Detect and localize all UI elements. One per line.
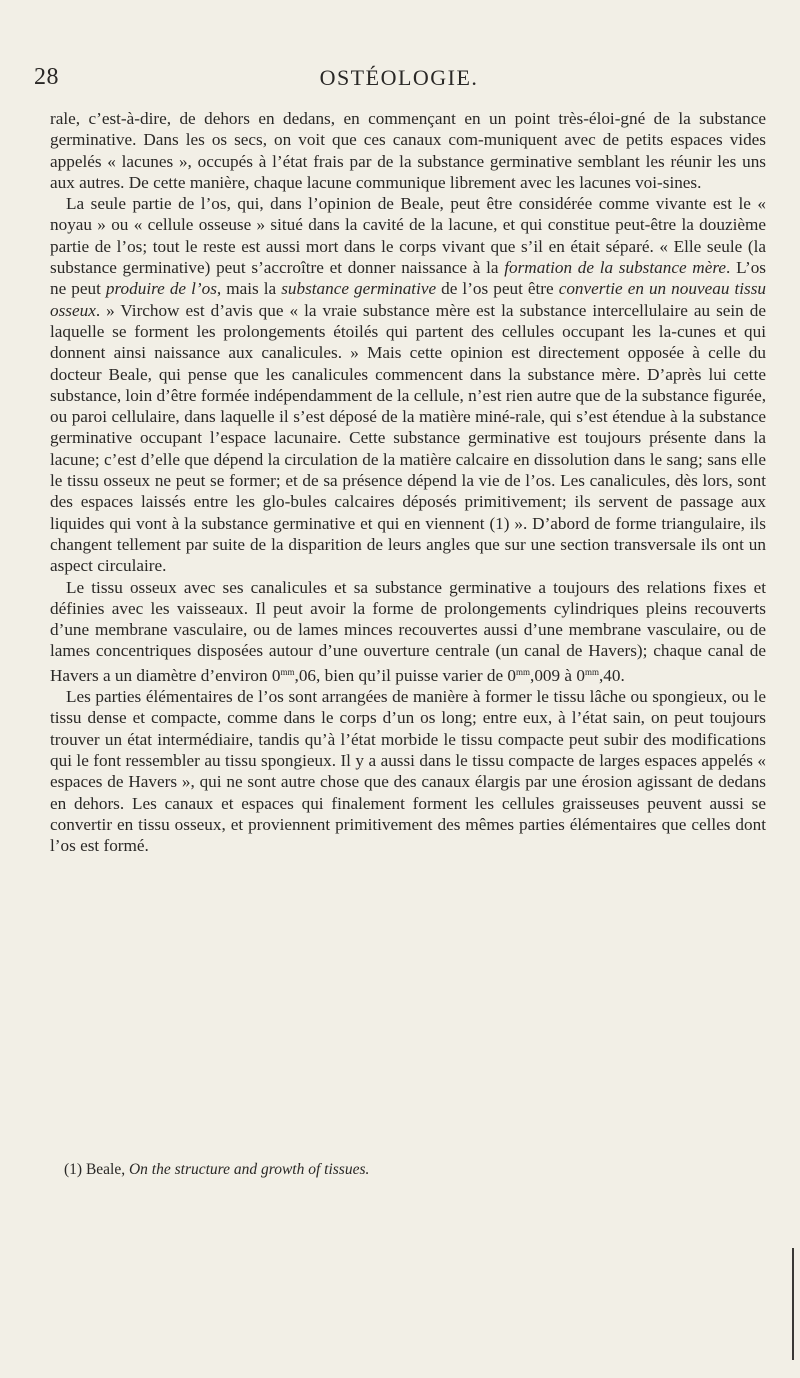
paragraph: [50, 577, 766, 686]
text-run: La seule partie de l’os, qui, dans l’opinion de Beale, peut être considérée comme vivante est le « noyau » ou « cellule osseuse » situé dans la cavité de la lacune, et qui constitue peut-être la douzième partie de l’os; tout le reste est aussi mort dans le corps vivant que s’il en était séparé. « Elle seule (la substance germinative) peut s’accroître et donner naissance à la: [50, 194, 766, 278]
page-edge-mark: [792, 1248, 794, 1360]
text-run: ,40.: [598, 665, 625, 685]
running-title: OSTÉOLOGIE.: [319, 65, 479, 90]
body-text: [50, 108, 766, 856]
text-run: rale, c’est-à-dire, de dehors en dedans, en commençant en un point très-éloi-gné de la substance germinative. Dans les os secs, on voit que ces canaux com-muniquent avec de petits espaces vides appelés « lacunes », occupés à l’état frais par de la substance germinative semblant les réunir les uns aux autres. De cette manière, chaque lacune communique librement avec les lacunes voi-sines.: [50, 109, 766, 192]
unit-superscript: mm: [516, 666, 531, 677]
italic-phrase: convertie en un nouveau tissu osseux: [50, 279, 766, 320]
footnote: [64, 1160, 744, 1180]
text-run: . » Virchow est d’avis que « la vraie substance mère est la substance intercellulaire au sein de laquelle se forment les prolongements étoilés qui partent des cellules occupant les la-cunes et qui donnent ainsi naissance aux canalicules. » Mais cette opinion est directement opposée à celle du docteur Beale, qui pense que les canalicules commencent dans la substance mère. D’après lui cette substance, loin d’être formée indépendamment de la cellule, n’est rien autre que de la substance figurée, ou paroi cellulaire, dans laquelle il s’est déposé de la matière miné-rale, qui s’est étendue à la substance germinative occupant l’espace lacunaire. Cette substance germinative est toujours présente dans la lacune; c’est d’elle que dépend la circulation de la matière calcaire en dissolution dans le sang; sans elle le tissu osseux ne peut se former; et de sa présence dépend la vie de l’os. Les canalicules, dès lors, sont des espaces laissés entre les glo-bules calcaires déposés primitivement; ils servent de passage aux liquides qui vont à la substance germinative et qui en viennent (1) ». D’abord de forme triangulaire, ils changent tellement par suite de la disparition de leurs angles que sur une section transversale ils ont un aspect circulaire.: [50, 300, 766, 576]
page-number: 28: [34, 64, 59, 90]
text-run: ,009 à 0: [530, 665, 585, 685]
text-run: ,06, bien qu’il puisse varier de 0: [294, 665, 517, 685]
italic-phrase: formation de la substance mère: [504, 258, 727, 278]
page-header: [34, 64, 764, 94]
text-run: de l’os peut être: [436, 279, 559, 299]
paragraph: [50, 108, 766, 193]
text-run: , mais la: [216, 279, 282, 299]
italic-phrase: produire de l’os: [105, 279, 217, 299]
unit-superscript: mm: [584, 666, 599, 677]
paragraph: [50, 686, 766, 856]
paragraph: [50, 193, 766, 576]
footnote-prefix: (1) Beale,: [64, 1161, 129, 1178]
italic-phrase: substance germinative: [281, 279, 437, 299]
text-run: Le tissu osseux avec ses canalicules et sa substance germinative a toujours des relations fixes et définies avec les vaisseaux. Il peut avoir la forme de prolongements cylindriques pleins recouverts d’une membrane vasculaire, ou de lames minces recouvertes aussi d’une membrane vasculaire, ou de lames concentriques disposées autour d’une ouverture centrale (un canal de Havers); chaque canal de Havers a un diamètre d’environ 0: [50, 577, 766, 685]
unit-superscript: mm: [280, 666, 295, 677]
text-run: . L’os ne peut: [50, 258, 766, 299]
footnote-title: On the structure and growth of tissues.: [128, 1161, 370, 1178]
text-run: Les parties élémentaires de l’os sont arrangées de manière à former le tissu lâche ou spongieux, ou le tissu dense et compacte, comme dans le corps d’un os long; entre eux, à l’état sain, on peut toujours trouver un état intermédiaire, tandis qu’à l’état morbide le tissu compacte peut subir des modifications qui le font ressembler au tissu spongieux. Il y a aussi dans le tissu compacte de larges espaces appelés « espaces de Havers », qui ne sont autre chose que des canaux élargis par une érosion agissant de dedans en dehors. Les canaux et espaces qui finalement forment les cellules graisseuses peuvent aussi se convertir en tissu osseux, et proviennent primitivement des mêmes parties élémentaires que celles dont l’os est formé.: [50, 687, 766, 856]
